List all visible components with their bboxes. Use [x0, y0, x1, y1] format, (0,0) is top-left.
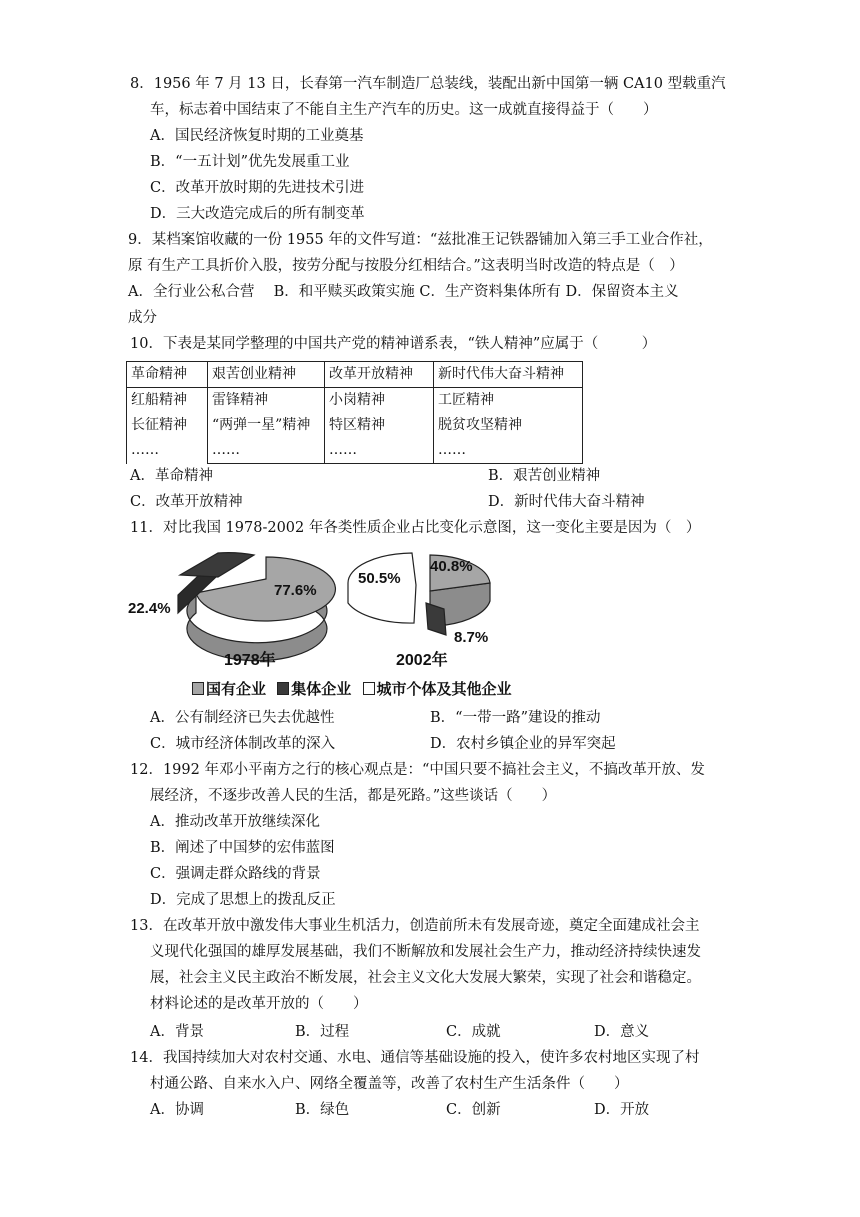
- q11-option-d: D．农村乡镇企业的异军突起: [430, 736, 616, 752]
- table-cell-text: 雷锋精神: [212, 392, 268, 408]
- q8-stem-line1: 8．1956 年 7 月 13 日，长春第一汽车制造厂总装线，装配出新中国第一辆 CA10 型载重汽: [130, 76, 726, 92]
- q9-options: A．全行业公私合营 B．和平赎买政策实施 C．生产资料集体所有 D．保留资本主义: [128, 284, 679, 300]
- q11-option-a: A．公有制经济已失去优越性: [150, 710, 335, 726]
- table-cell-text: “两弹一星”精神: [212, 417, 311, 433]
- table-cell: [208, 388, 325, 464]
- pie-2002-other-label: 50.5%: [358, 570, 401, 587]
- legend-swatch-collective: [277, 682, 289, 695]
- q9-stem-line1: 9．某档案馆收藏的一份 1955 年的文件写道：“兹批准王记铁器铺加入第三手工业合作社，: [128, 232, 713, 248]
- q13-stem-line4: 材料论述的是改革开放的（ ）: [150, 996, 368, 1012]
- q8-stem-line2: 车，标志着中国结束了不能自主生产汽车的历史。这一成就直接得益于（ ）: [150, 102, 658, 118]
- q13-stem-line1: 13．在改革开放中激发伟大事业生机活力，创造前所未有发展奇迹，奠定全面建成社会主: [130, 918, 700, 934]
- table-header-cell: 改革开放精神: [325, 362, 434, 388]
- table-cell-text: 特区精神: [329, 417, 385, 433]
- table-cell-text: ……: [212, 442, 240, 458]
- pie-1978: [128, 553, 335, 669]
- pie-2002-collective-label: 8.7%: [454, 629, 489, 646]
- legend-label-other: 城市个体及其他企业: [376, 680, 512, 698]
- q11-stem: 11．对比我国 1978-2002 年各类性质企业占比变化示意图，这一变化主要是因为（ ）: [130, 520, 701, 536]
- pie-2002-other-slice: [348, 553, 416, 623]
- pie-1978-state-label: 77.6%: [274, 582, 317, 599]
- q10-option-d: D．新时代伟大奋斗精神: [488, 494, 645, 510]
- q12-option-c: C．强调走群众路线的背景: [150, 866, 321, 882]
- q13-option-d: D．意义: [594, 1024, 650, 1040]
- pie-legend: [186, 678, 512, 699]
- legend-swatch-state: [192, 682, 204, 695]
- q10-option-c: C．改革开放精神: [130, 494, 243, 510]
- table-cell-text: 脱贫攻坚精神: [438, 417, 522, 433]
- q12-option-b: B．阐述了中国梦的宏伟蓝图: [150, 840, 335, 856]
- table-cell-text: 小岗精神: [329, 392, 385, 408]
- table-cell: [325, 388, 434, 464]
- q14-option-d: D．开放: [594, 1102, 650, 1118]
- table-header-row: [127, 362, 583, 388]
- spirit-table: [126, 361, 583, 464]
- table-header-cell: 艰苦创业精神: [208, 362, 325, 388]
- table-cell-text: 红船精神: [131, 392, 187, 408]
- q14-option-a: A．协调: [150, 1102, 204, 1118]
- q11-option-b: B．“一带一路”建设的推动: [430, 710, 601, 726]
- q13-stem-line2: 义现代化强国的雄厚发展基础，我们不断解放和发展社会生产力，推动经济持续快速发: [150, 944, 701, 960]
- q9-options-cont: 成分: [128, 310, 157, 326]
- legend-label-state: 国有企业: [206, 680, 267, 698]
- q12-option-a: A．推动改革开放继续深化: [150, 814, 320, 830]
- legend-label-collective: 集体企业: [291, 680, 352, 698]
- q10-option-a: A．革命精神: [130, 468, 213, 484]
- q10-stem: 10．下表是某同学整理的中国共产党的精神谱系表，“铁人精神”应属于（ ）: [130, 336, 657, 352]
- q10-option-b: B．艰苦创业精神: [488, 468, 601, 484]
- legend-swatch-other: [363, 682, 375, 695]
- table-row: [127, 388, 583, 464]
- q8-option-b: B．“一五计划”优先发展重工业: [150, 154, 350, 170]
- q13-option-b: B．过程: [295, 1024, 350, 1040]
- q9-stem-line2: 原 有生产工具折价入股，按劳分配与按股分红相结合。”这表明当时改造的特点是（ ）: [128, 258, 684, 274]
- table-header-cell: 新时代伟大奋斗精神: [434, 362, 583, 388]
- q13-option-a: A．背景: [150, 1024, 204, 1040]
- q14-stem-line2: 村通公路、自来水入户、网络全覆盖等，改善了农村生产生活条件（ ）: [150, 1076, 629, 1092]
- table-cell-text: ……: [131, 442, 159, 458]
- table-cell-text: 长征精神: [131, 417, 187, 433]
- q8-option-a: A．国民经济恢复时期的工业奠基: [150, 128, 364, 144]
- q8-option-d: D．三大改造完成后的所有制变革: [150, 206, 365, 222]
- pie-1978-title: 1978年: [224, 652, 276, 669]
- pie-2002-title: 2002年: [396, 652, 448, 669]
- table-cell-text: 工匠精神: [438, 392, 494, 408]
- q13-stem-line3: 展，社会主义民主政治不断发展，社会主义文化大发展大繁荣，实现了社会和谐稳定。: [150, 970, 701, 986]
- q12-stem-line2: 展经济，不逐步改善人民的生活，都是死路。”这些谈话（ ）: [150, 788, 557, 804]
- q14-option-c: C．创新: [446, 1102, 501, 1118]
- q11-option-c: C．城市经济体制改革的深入: [150, 736, 336, 752]
- pie-1978-collective-label: 22.4%: [128, 600, 171, 617]
- q12-option-d: D．完成了思想上的拨乱反正: [150, 892, 336, 908]
- table-cell-text: ……: [329, 442, 357, 458]
- q14-stem-line1: 14．我国持续加大对农村交通、水电、通信等基础设施的投入，使许多农村地区实现了村: [130, 1050, 700, 1066]
- q8-option-c: C．改革开放时期的先进技术引进: [150, 180, 365, 196]
- table-cell: [434, 388, 583, 464]
- pie-1978-collective-slice: [180, 553, 254, 577]
- pie-2002-state-label: 40.8%: [430, 558, 473, 575]
- q12-stem-line1: 12．1992 年邓小平南方之行的核心观点是：“中国只要不搞社会主义，不搞改革开放、发: [130, 762, 705, 778]
- q14-option-b: B．绿色: [295, 1102, 350, 1118]
- table-cell: [127, 388, 208, 464]
- pie-charts-svg: [126, 545, 546, 680]
- q13-option-c: C．成就: [446, 1024, 501, 1040]
- table-cell-text: ……: [438, 442, 466, 458]
- pie-2002: [348, 553, 490, 669]
- table-header-cell: 革命精神: [127, 362, 208, 388]
